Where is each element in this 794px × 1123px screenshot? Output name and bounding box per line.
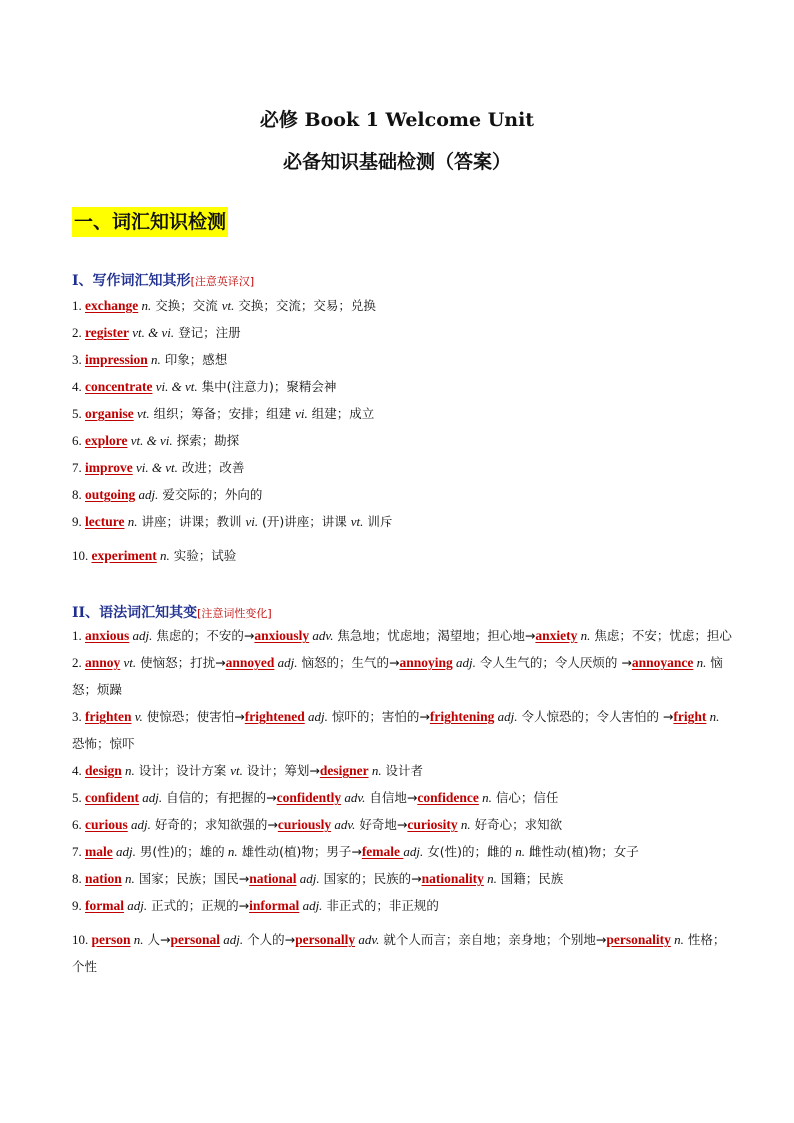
item-number: 2. [72,325,85,340]
part-of-speech: n. [457,817,471,832]
answer-word: improve [85,460,133,475]
list-item [72,346,732,373]
part-of-speech: vt. [230,763,243,778]
part-of-speech: n. [670,932,684,947]
list-item [72,811,732,838]
answer-word: experiment [91,548,157,563]
part-of-speech: adv. [355,932,380,947]
part-of-speech: n. [121,763,135,778]
item-number: 6. [72,433,85,448]
definition-text: 自信的；有把握的→ [162,790,277,805]
document-title: 必修 Book 1 Welcome Unit [259,109,535,131]
item-number: 3. [72,352,85,367]
answer-word: personal [170,932,220,947]
definition-text: 设计者 [381,763,424,778]
definition-text: 设计；设计方案 [134,763,231,778]
list-item [72,703,732,757]
part-of-speech: n. [478,790,492,805]
definition-text: 男(性)的；雄的 [135,844,225,859]
part-of-speech: vt. [133,406,150,421]
definition-text: 交换；交流；交易；兑换 [234,298,376,313]
list-item [72,427,732,454]
part2-heading-note: [注意词性变化] [197,607,272,620]
answer-word: designer [319,763,369,778]
answer-word: register [85,325,129,340]
definition-text: 焦虑；不安；忧虑；担心 [590,628,732,643]
part-of-speech: n. [577,628,591,643]
item-number: 8. [72,487,85,502]
definition-text: 非正式的；非正规的 [322,898,439,913]
definition-text: 设计；筹划→ [242,763,320,778]
part-of-speech: adv. [309,628,334,643]
answer-word: design [85,763,122,778]
definition-text: 探索；勘探 [172,433,240,448]
definition-text: 好奇心；求知欲 [470,817,563,832]
list-item [72,784,732,811]
definition-text: 恐怖；惊吓 [72,736,135,751]
answer-word: female [361,844,404,859]
item-number: 2. [72,655,85,670]
item-number: 9. [72,514,85,529]
item-number: 3. [72,709,85,724]
definition-text: 训斥 [363,514,393,529]
part-of-speech: vi. [245,514,259,529]
definition-text: 焦急地；忧虑地；渴望地；担心地→ [333,628,536,643]
part-of-speech: n. [147,352,161,367]
answer-word: formal [85,898,124,913]
definition-text: 惊吓的；害怕的→ [327,709,430,724]
part-of-speech: adj. [123,898,148,913]
part-of-speech: adj. [129,628,153,643]
definition-text: 集中(注意力)；聚精会神 [197,379,337,394]
list-item [72,622,732,649]
answer-word: exchange [85,298,139,313]
part-of-speech: n. [138,298,152,313]
answer-word: frightening [429,709,495,724]
item-number: 10. [72,548,92,563]
answer-word: annoying [399,655,453,670]
definition-text: 性格；个性 [72,932,726,974]
part1-heading [72,270,254,290]
answer-word: person [91,932,131,947]
answer-word: informal [249,898,300,913]
answer-word: explore [85,433,128,448]
part-of-speech: adv. [331,817,356,832]
part-of-speech: vi. & vt. [132,460,178,475]
definition-text: 讲座；讲课；教训 [137,514,246,529]
part1-heading-text: I、写作词汇知其形 [72,273,191,289]
list-item [72,838,732,865]
answer-word: confidence [417,790,479,805]
list-item [72,454,732,481]
part-of-speech: adj. [219,932,244,947]
definition-text: 女(性)的；雌的 [423,844,513,859]
definition-text: 恼怒的；生气的→ [297,655,400,670]
definition-text: 国籍；民族 [496,871,564,886]
item-number: 1. [72,628,85,643]
definition-text: 焦虑的；不安的→ [152,628,255,643]
part-of-speech: n. [483,871,497,886]
part-of-speech: n. [156,548,170,563]
part2-heading [72,602,272,622]
answer-word: curious [85,817,128,832]
definition-text: 交换；交流 [151,298,222,313]
answer-word: lecture [85,514,125,529]
part2-list [72,622,732,980]
part-of-speech: adj. [135,487,159,502]
item-number: 4. [72,763,85,778]
item-number: 7. [72,460,85,475]
definition-text: 雄性动(植)物；男子→ [237,844,362,859]
definition-text: 使恼怒；打扰→ [136,655,226,670]
part-of-speech: adj. [299,898,323,913]
part1-list [72,292,732,569]
list-item [72,865,732,892]
answer-word: nationality [421,871,484,886]
item-number: 6. [72,817,85,832]
item-number: 4. [72,379,85,394]
list-item [72,400,732,427]
definition-text: 人→ [143,932,171,947]
part2-heading-text: II、语法词汇知其变 [72,605,198,621]
part-of-speech: adj. [127,817,151,832]
part-of-speech: vi. & vt. [152,379,198,394]
part-of-speech: adj. [139,790,163,805]
answer-word: outgoing [85,487,136,502]
answer-word: anxiously [254,628,310,643]
definition-text: (开)讲座；讲课 [258,514,351,529]
part-of-speech: vt. [120,655,137,670]
answer-word: personality [606,932,671,947]
list-item [72,373,732,400]
part1-heading-note: [注意英译汉] [190,275,255,288]
definition-text: 雌性动(植)物；女子 [525,844,639,859]
answer-word: concentrate [85,379,153,394]
part-of-speech: vt. & vi. [127,433,173,448]
part-of-speech: adj. [296,871,320,886]
answer-word: organise [85,406,134,421]
answer-word: frighten [85,709,132,724]
answer-word: anxious [85,628,130,643]
list-item [72,481,732,508]
part-of-speech: n. [512,844,526,859]
definition-text: 登记；注册 [174,325,241,340]
part-of-speech: n. [130,932,144,947]
item-number: 1. [72,298,85,313]
list-item [72,757,732,784]
definition-text: 正式的；正规的→ [147,898,250,913]
definition-text: 恼怒；烦躁 [72,655,723,697]
list-item [72,292,732,319]
definition-text: 好奇的；求知欲强的→ [150,817,278,832]
definition-text: 好奇地→ [355,817,408,832]
item-number: 5. [72,406,85,421]
part-of-speech: n. [368,763,382,778]
part-of-speech: adj. [112,844,136,859]
part-of-speech: adv. [341,790,366,805]
item-number: 9. [72,898,85,913]
answer-word: confident [85,790,139,805]
part-of-speech: adj. [494,709,518,724]
answer-word: male [85,844,113,859]
part-of-speech: adj. [452,655,476,670]
answer-word: anxiety [535,628,578,643]
part-of-speech: n. [124,514,138,529]
answer-word: annoy [85,655,121,670]
part-of-speech: n. [706,709,720,724]
item-number: 5. [72,790,85,805]
answer-word: annoyed [225,655,275,670]
answer-word: annoyance [631,655,694,670]
definition-text: 就个人而言；亲自地；亲身地；个别地→ [379,932,607,947]
item-number: 7. [72,844,85,859]
answer-word: curiously [277,817,332,832]
part-of-speech: adj. [304,709,328,724]
part-of-speech: vt. [350,514,364,529]
list-item [72,649,732,703]
definition-text: 令人惊恐的；令人害怕的 → [517,709,674,724]
item-number: 10. [72,932,92,947]
answer-word: nation [85,871,122,886]
item-number: 8. [72,871,85,886]
definition-text: 个人的→ [243,932,296,947]
list-item [72,542,732,569]
definition-text: 令人生气的；令人厌烦的 → [475,655,632,670]
list-item [72,319,732,346]
definition-text: 使惊恐；使害怕→ [142,709,245,724]
answer-word: personally [295,932,356,947]
definition-text: 印象；感想 [160,352,228,367]
list-item [72,508,732,535]
list-item [72,926,732,980]
answer-word: frightened [244,709,305,724]
answer-word: confidently [276,790,342,805]
definition-text: 自信地→ [365,790,418,805]
part-of-speech: adj. [274,655,298,670]
definition-text: 组织；筹备；安排；组建 [149,406,296,421]
part-of-speech: n. [224,844,238,859]
part-of-speech: v. [131,709,143,724]
definition-text: 组建；成立 [307,406,375,421]
answer-word: curiosity [407,817,458,832]
definition-text: 信心；信任 [491,790,559,805]
part-of-speech: vi. [295,406,308,421]
definition-text: 改进；改善 [177,460,245,475]
answer-word: fright [673,709,707,724]
part-of-speech: n. [693,655,707,670]
part-of-speech: adj. [403,844,424,859]
answer-word: national [249,871,297,886]
list-item [72,892,732,919]
part-of-speech: n. [121,871,135,886]
answer-word: impression [85,352,148,367]
definition-text: 爱交际的；外向的 [158,487,263,502]
definition-text: 实验；试验 [169,548,237,563]
section-heading-vocabulary: 一、词汇知识检测 [72,207,228,237]
definition-text: 国家；民族；国民→ [134,871,250,886]
definition-text: 国家的；民族的→ [319,871,422,886]
document-subtitle: 必备知识基础检测（答案） [282,151,511,173]
part-of-speech: vt. [221,298,235,313]
part-of-speech: vt. & vi. [128,325,175,340]
